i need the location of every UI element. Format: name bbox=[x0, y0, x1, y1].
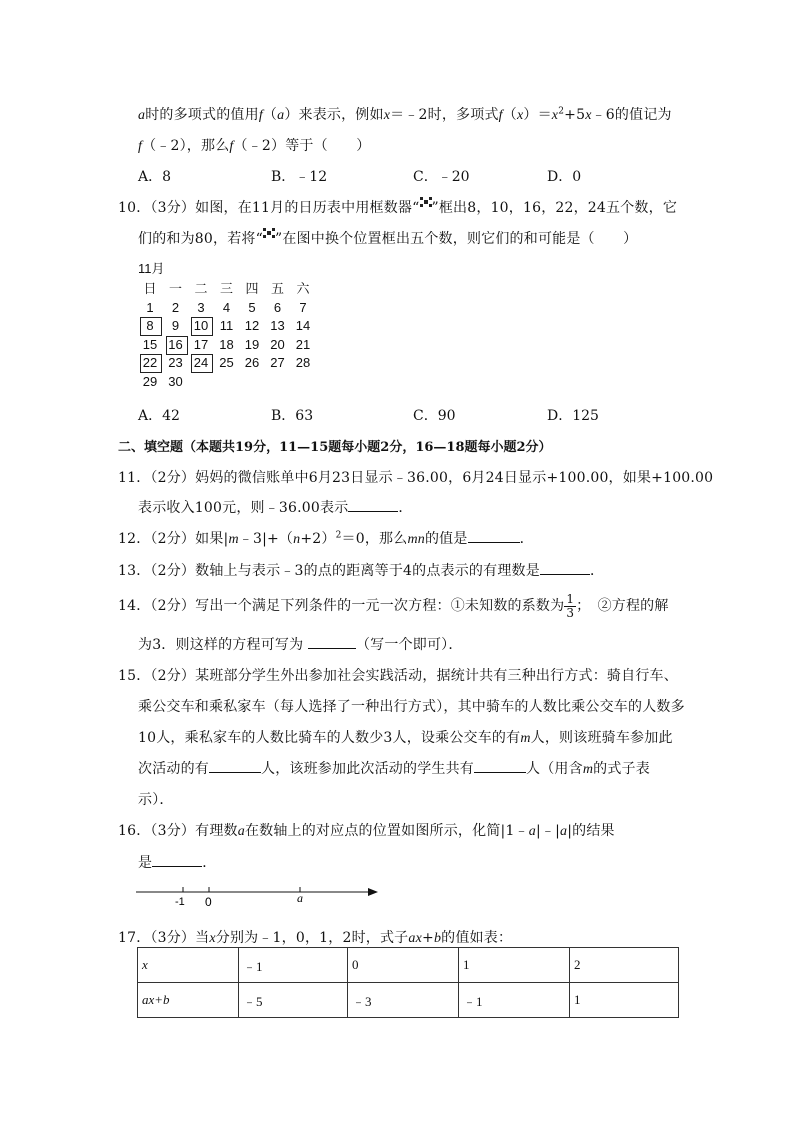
calendar-day: 10 bbox=[193, 318, 209, 333]
calendar-day: 8 bbox=[146, 318, 154, 333]
table-cell: 1 bbox=[570, 983, 679, 1018]
calendar-day: 9 bbox=[171, 318, 180, 333]
table-head-cell: ax+b bbox=[138, 983, 239, 1018]
q14-line1: 14．（2分）写出一个满足下列条件的一元一次方程：①未知数的系数为 $\frac{1}{3}$ ； ②方程的解 bbox=[118, 591, 669, 620]
table-cell: ﹣5 bbox=[239, 983, 348, 1018]
calendar-day: 23 bbox=[168, 355, 183, 370]
table-cell: ﹣3 bbox=[348, 983, 459, 1018]
calendar-weekday: 五 bbox=[270, 281, 284, 296]
number-line bbox=[136, 880, 386, 910]
section-title: 二、填空题（本题共19分，11—15题每小题2分，16—18题每小题2分） bbox=[118, 440, 552, 455]
q9-line2: f（﹣2），那么f（﹣2）等于（ ） bbox=[138, 138, 371, 154]
table-cell: ﹣1 bbox=[239, 948, 348, 983]
calendar-day: 14 bbox=[295, 318, 311, 333]
answer-blank[interactable] bbox=[468, 528, 520, 543]
calendar-day: 12 bbox=[244, 318, 260, 333]
q9-line1: a时的多项式的值用f（a）来表示，例如x＝﹣2时，多项式$f(x)=x^2+5x﹣6$的值记为 bbox=[138, 106, 672, 123]
q13-line: 13．（2分）数轴上与表示﹣3的点的距离等于4的点表示的有理数是 ． bbox=[118, 560, 604, 580]
q9-option-b: B．﹣12 bbox=[271, 169, 328, 185]
answer-blank[interactable] bbox=[209, 758, 261, 773]
answer-blank[interactable] bbox=[474, 758, 526, 773]
calendar-day: 24 bbox=[193, 355, 209, 370]
value-table bbox=[137, 947, 679, 1018]
calendar-frame-box bbox=[140, 317, 162, 336]
axis-label-minus-one: -1 bbox=[175, 896, 185, 908]
calendar-day: 27 bbox=[270, 355, 285, 370]
calendar-day: 29 bbox=[142, 373, 158, 389]
calendar-month: 11月 bbox=[138, 261, 165, 276]
calendar-day: 28 bbox=[295, 355, 311, 370]
axis-label-zero: 0 bbox=[205, 895, 212, 909]
q10-option-d: D．125 bbox=[547, 408, 599, 424]
calendar-day: 17 bbox=[193, 336, 209, 352]
calendar-day: 3 bbox=[197, 299, 205, 315]
axis-label-a: a bbox=[297, 891, 303, 905]
table-row bbox=[138, 948, 679, 983]
q11-line2: 表示收入100元，则﹣36.00表示 ． bbox=[138, 497, 413, 517]
q9-option-d: D．0 bbox=[547, 169, 582, 185]
calendar-day: 5 bbox=[248, 299, 256, 315]
answer-blank[interactable] bbox=[152, 852, 202, 867]
q14-line2: 为3．则这样的方程可写为 （写一个即可）． bbox=[138, 634, 463, 654]
q15-line3: 10人，乘私家车的人数比骑车的人数少3人，设乘公交车的有m人，则该班骑车参加此 bbox=[138, 730, 673, 746]
calendar-weekday: 一 bbox=[168, 281, 182, 296]
calendar-day: 21 bbox=[295, 336, 311, 352]
calendar-weekday: 三 bbox=[219, 281, 233, 296]
calendar-weekday: 六 bbox=[296, 281, 310, 296]
q16-line2: 是 ． bbox=[138, 852, 216, 872]
table-cell: 1 bbox=[459, 948, 570, 983]
calendar-day: 18 bbox=[219, 336, 234, 352]
table-row bbox=[138, 983, 679, 1018]
fraction-one-third: $\frac{1}{3}$ bbox=[566, 591, 575, 620]
calendar-day: 20 bbox=[270, 336, 285, 352]
calendar-frame-box bbox=[191, 354, 213, 373]
q10-option-a: A．42 bbox=[138, 408, 180, 424]
calendar-day: 4 bbox=[222, 299, 231, 315]
q10-line2: 们的和为80，若将“ ”在图中换个位置框出五个数，则它们的和可能是（ ） bbox=[138, 228, 637, 248]
q10-line1: 10．（3分）如图，在11月的日历表中用框数器“ ”框出8，10，16，22，24五个数，它 bbox=[118, 197, 677, 217]
calendar-day: 19 bbox=[244, 336, 260, 352]
q15-line4: 次活动的有 人，该班参加此次活动的学生共有 人（用含m的式子表 bbox=[138, 758, 650, 778]
calendar-day: 30 bbox=[168, 373, 183, 389]
calendar-day: 22 bbox=[142, 355, 158, 370]
calendar-day: 11 bbox=[219, 318, 234, 333]
frame-counter-icon bbox=[263, 228, 275, 238]
calendar-day: 6 bbox=[273, 299, 282, 315]
calendar bbox=[139, 280, 319, 390]
q9-option-c: C．﹣20 bbox=[413, 169, 470, 185]
calendar-day: 2 bbox=[171, 299, 180, 315]
q9-option-a: A．8 bbox=[138, 169, 172, 185]
q12-line: 12．（2分）如果$|m﹣3|+(n+2)^2=0$，那么mn的值是 ． bbox=[118, 528, 534, 548]
calendar-weekday: 四 bbox=[245, 281, 259, 296]
q16-line1: 16．（3分）有理数a在数轴上的对应点的位置如图所示，化简|1﹣a|﹣|a|的结果 bbox=[118, 823, 615, 839]
table-cell: 0 bbox=[348, 948, 459, 983]
answer-blank[interactable] bbox=[540, 560, 590, 575]
answer-blank[interactable] bbox=[348, 497, 398, 512]
q11-line1: 11．（2分）妈妈的微信账单中6月23日显示﹣36.00，6月24日显示+100.00，如果+100.00 bbox=[118, 470, 714, 486]
q10-option-b: B．63 bbox=[271, 408, 314, 424]
calendar-weekday: 日 bbox=[143, 281, 157, 296]
calendar-day: 1 bbox=[146, 299, 154, 315]
calendar-frame-box bbox=[166, 336, 188, 355]
answer-blank[interactable] bbox=[308, 634, 356, 649]
calendar-day: 25 bbox=[219, 355, 234, 370]
calendar-day: 26 bbox=[244, 355, 260, 370]
calendar-frame-box bbox=[191, 317, 213, 336]
q15-line5: 示）． bbox=[138, 792, 174, 808]
calendar-frame-box bbox=[140, 354, 162, 373]
q15-line1: 15．（2分）某班部分学生外出参加社会实践活动，据统计共有三种出行方式：骑自行车、 bbox=[118, 668, 678, 684]
q17-line1: 17．（3分）当x分别为﹣1，0，1，2时，式子ax+b的值如表： bbox=[118, 930, 513, 946]
table-head-cell: x bbox=[138, 948, 239, 983]
frame-counter-icon bbox=[420, 197, 432, 207]
calendar-day: 15 bbox=[142, 336, 158, 352]
calendar-day: 16 bbox=[168, 336, 183, 352]
calendar-day: 7 bbox=[299, 299, 307, 315]
calendar-weekday: 二 bbox=[194, 281, 208, 296]
calendar-day: 13 bbox=[270, 318, 285, 333]
table-cell: ﹣1 bbox=[459, 983, 570, 1018]
table-cell: 2 bbox=[570, 948, 679, 983]
q15-line2: 乘公交车和乘私家车（每人选择了一种出行方式），其中骑车的人数比乘公交车的人数多 bbox=[138, 699, 685, 715]
q10-option-c: C．90 bbox=[413, 408, 456, 424]
